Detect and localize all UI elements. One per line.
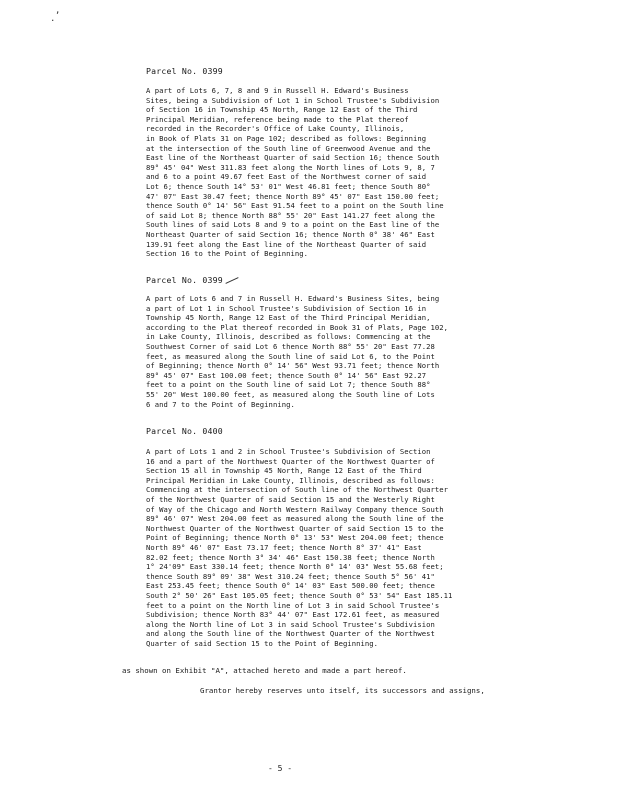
description-line: according to the Plat thereof recorded in Book 31 of Plats, Page 102,	[146, 322, 449, 332]
description-line: 16 and a part of the Northwest Quarter of the Northwest Quarter of	[146, 456, 435, 466]
description-line: East 253.45 feet; thence South 0° 14' 03" East 500.00 feet; thence	[146, 581, 435, 591]
description-line: 89° 46' 07" West 204.00 feet as measured along the South line of the	[146, 514, 444, 524]
description-line: thence South 0° 14' 56" East 91.54 feet to a point on the South line	[146, 201, 444, 211]
parcel-heading-3-text: Parcel No. 0400	[146, 426, 223, 436]
parcel-heading-2	[146, 275, 239, 285]
description-line: Quarter of said Section 15 to the Point of Beginning.	[146, 638, 378, 648]
description-line: Lot 6; thence South 14° 53' 01" West 46.81 feet; thence South 80°	[146, 181, 431, 191]
description-line: A part of Lots 6 and 7 in Russell H. Edward's Business Sites, being	[146, 294, 440, 303]
handwritten-tick	[225, 277, 238, 284]
description-line: 6 and 7 to the Point of Beginning.	[146, 399, 295, 409]
description-line: of the Northwest Quarter of said Section 15 and the Westerly Right	[146, 494, 435, 504]
scan-mark: ,	[55, 6, 61, 16]
description-line: Section 15 all in Township 45 North, Range 12 East of the Third	[146, 466, 422, 476]
description-line: Principal Meridian, reference being made to the Plat thereof	[146, 114, 409, 124]
parcel-heading-3	[146, 426, 223, 436]
scan-mark-2: .	[50, 14, 56, 24]
description-line: South lines of said Lots 8 and 9 to a point on the East line of the	[146, 220, 440, 230]
description-line: feet to a point on the North line of Lot 3 in said School Trustee's	[146, 600, 440, 610]
description-line: 89° 45' 04" West 311.83 feet along the North lines of Lots 9, 8, 7	[146, 162, 435, 172]
description-line: 139.91 feet along the East line of the Northeast Quarter of said	[146, 239, 427, 249]
description-line: and 6 to a point 49.67 feet East of the Northwest corner of said	[146, 172, 427, 182]
description-line: of said Lot 8; thence North 88° 55' 20" East 141.27 feet along the	[146, 210, 435, 220]
description-line: of Way of the Chicago and North Western Railway Company thence South	[146, 504, 444, 514]
description-line: Northeast Quarter of said Section 16; thence North 0° 38' 46" East	[146, 229, 435, 239]
description-line: 47' 07" East 30.47 feet; thence North 89° 45' 07" East 150.00 feet;	[146, 191, 440, 201]
description-line: North 89° 46' 07" East 73.17 feet; thence North 8° 37' 41" East	[146, 542, 422, 552]
description-line: of Beginning; thence North 0° 14' 56" West 93.71 feet; thence North	[146, 361, 440, 371]
description-line: at the intersection of the South line of Greenwood Avenue and the	[146, 143, 431, 153]
description-line: along the North line of Lot 3 in said School Trustee's Subdivision	[146, 619, 435, 629]
description-line: recorded in the Recorder's Office of Lake County, Illinois,	[146, 124, 405, 134]
description-line: 55' 20" West 100.00 feet, as measured along the South line of Lots	[146, 389, 435, 399]
description-line: South 2° 50' 26" East 105.05 feet; thence South 0° 53' 54" East 185.11	[146, 590, 453, 600]
description-line: Subdivision; thence North 83° 44' 07" East 172.61 feet, as measured	[146, 610, 440, 620]
description-line: Principal Meridian in Lake County, Illinois, described as follows:	[146, 475, 435, 485]
parcel-heading-2-text: Parcel No. 0399	[146, 275, 223, 285]
description-line: feet, as measured along the South line of said Lot 6, to the Point	[146, 351, 435, 361]
description-line: Northwest Quarter of the Northwest Quarter of said Section 15 to the	[146, 523, 444, 533]
description-line: a part of Lot 1 in School Trustee's Subdivision of Section 16 in	[146, 303, 427, 313]
grantor-line: Grantor hereby reserves unto itself, its successors and assigns,	[200, 686, 485, 695]
description-line: 89° 45' 07" East 100.00 feet; thence South 0° 14' 56" East 92.27	[146, 370, 427, 380]
description-line: 82.02 feet; thence North 3° 34' 46" East 150.38 feet; thence North	[146, 552, 435, 562]
description-line: Point of Beginning; thence North 0° 13' 53" West 204.00 feet; thence	[146, 533, 444, 543]
description-line: Section 16 to the Point of Beginning.	[146, 249, 308, 259]
parcel-description-3	[146, 447, 491, 648]
description-line: in Lake County, Illinois, described as follows: Commencing at the	[146, 332, 431, 342]
description-line: Sites, being a Subdivision of Lot 1 in School Trustee's Subdivision	[146, 95, 440, 105]
description-line: and along the South line of the Northwest Quarter of the Northwest	[146, 629, 435, 639]
page-number: - 5 -	[268, 764, 293, 773]
description-line: 1° 24'09" East 330.14 feet; thence North 0° 14' 03" West 55.68 feet;	[146, 562, 444, 572]
parcel-heading-1	[146, 66, 223, 76]
parcel-description-2	[146, 294, 491, 409]
description-line: Commencing at the intersection of South line of the Northwest Quarter	[146, 485, 449, 495]
description-line: in Book of Plats 31 on Page 102; described as follows: Beginning	[146, 133, 427, 143]
parcel-description-1	[146, 86, 491, 259]
description-line: feet to a point on the South line of said Lot 7; thence South 88°	[146, 380, 431, 390]
description-line: Southwest Corner of said Lot 6 thence North 88° 55' 20" East 77.28	[146, 341, 435, 351]
description-line: East line of the Northeast Quarter of said Section 16; thence South	[146, 153, 440, 163]
description-line: A part of Lots 6, 7, 8 and 9 in Russell H. Edward's Business	[146, 86, 409, 95]
description-line: of Section 16 in Township 45 North, Range 12 East of the Third	[146, 105, 418, 115]
description-line: Township 45 North, Range 12 East of the Third Principal Meridian,	[146, 313, 431, 323]
parcel-heading-1-text: Parcel No. 0399	[146, 66, 223, 76]
exhibit-line: as shown on Exhibit "A", attached hereto and made a part hereof.	[122, 666, 407, 675]
description-line: A part of Lots 1 and 2 in School Trustee's Subdivision of Section	[146, 447, 431, 456]
description-line: thence South 89° 09' 38" West 310.24 feet; thence South 5° 56' 41"	[146, 571, 435, 581]
